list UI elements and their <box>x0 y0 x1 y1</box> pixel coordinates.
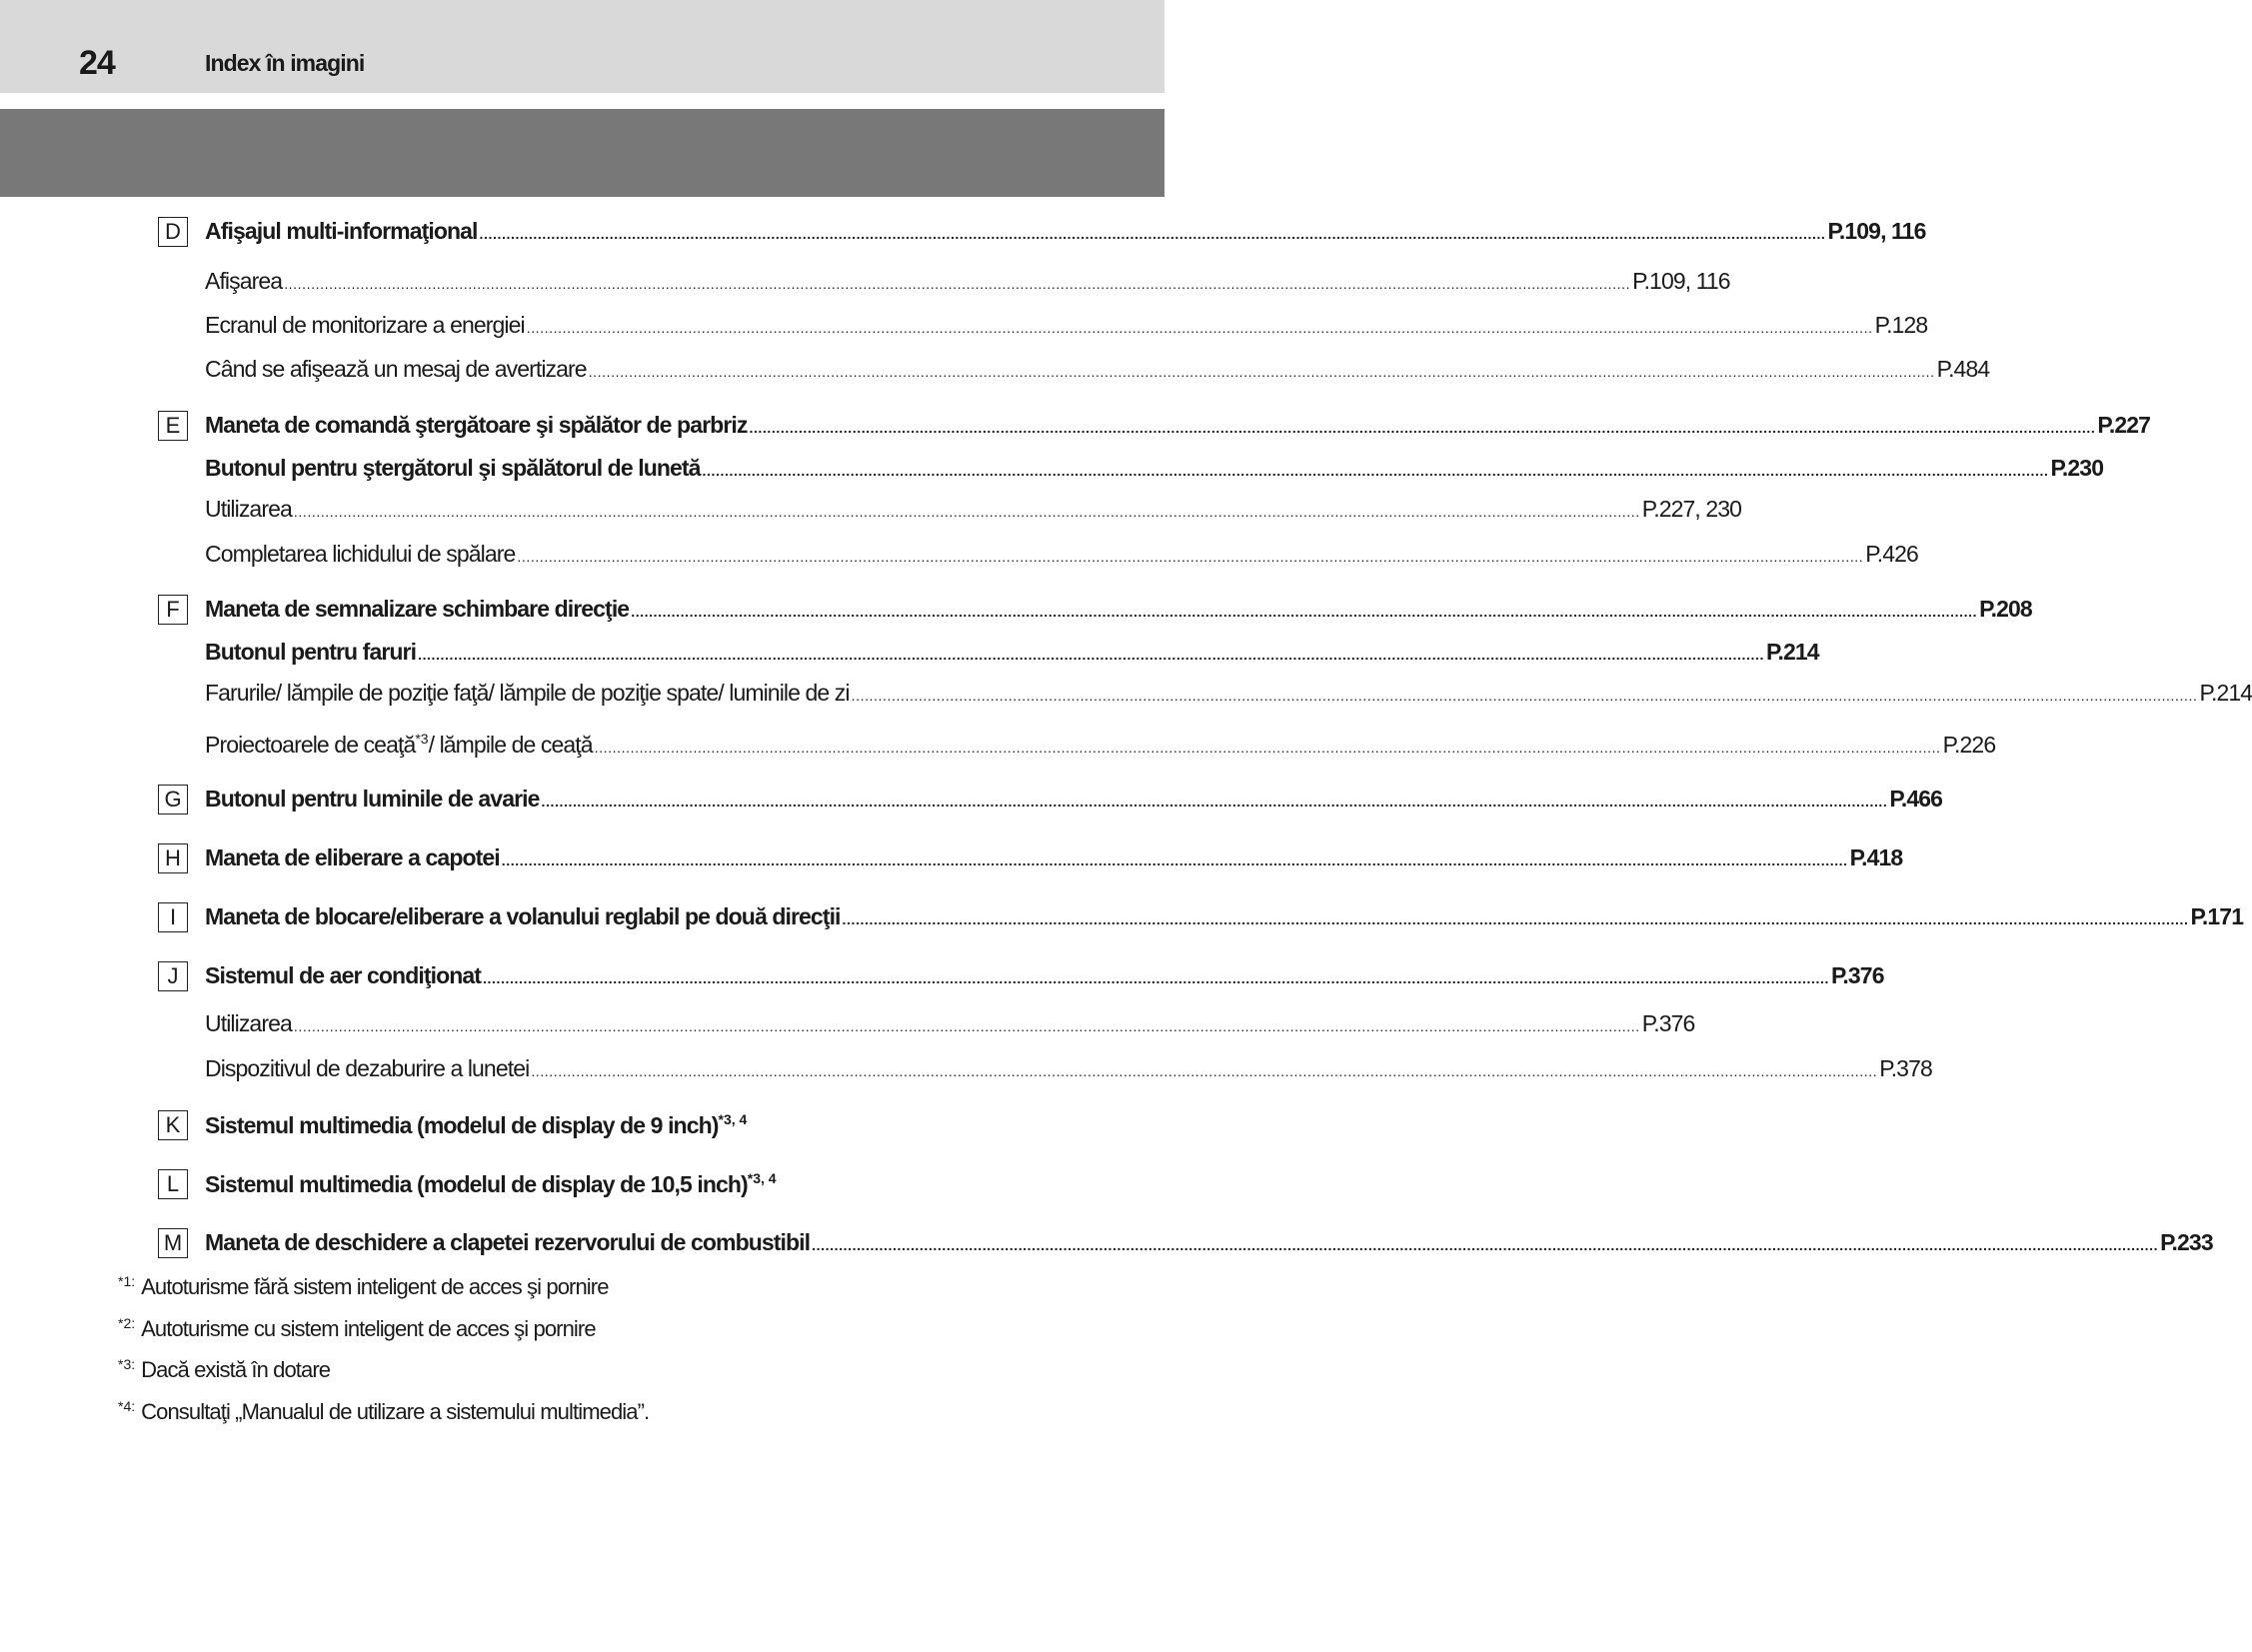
page-reference: P.214 <box>2199 680 2252 706</box>
dot-leader: ............................................................................................................................................................................................................................................................................................................ <box>418 647 1764 663</box>
footnote-mark: *1: <box>118 1273 136 1289</box>
index-entry <box>205 1170 1000 1200</box>
entry-label: Butonul pentru faruri <box>205 639 417 665</box>
footnote <box>118 1273 609 1300</box>
page-reference: P.376 <box>1641 1010 1695 1036</box>
page-reference: P.230 <box>2050 455 2104 481</box>
index-entry <box>205 218 1926 248</box>
page-reference: P.466 <box>1889 786 1943 812</box>
index-entry <box>205 903 2244 933</box>
entry-label: Sistemul de aer condiţionat <box>205 962 482 988</box>
page-reference: P.426 <box>1865 541 1918 567</box>
page-reference: P.484 <box>1936 356 1990 382</box>
dot-leader: ............................................................................................................................................................................................................................................................................................................ <box>541 794 1888 810</box>
dot-leader: ............................................................................................................................................................................................................................................................................................................ <box>842 911 2189 927</box>
page-reference: P.214 <box>1765 639 1819 665</box>
index-entry <box>205 639 1819 669</box>
footnote <box>118 1398 649 1425</box>
index-entry <box>205 541 1918 571</box>
letter-marker-box: G <box>158 785 188 815</box>
page-reference: P.378 <box>1879 1055 1932 1081</box>
letter-marker-box: L <box>158 1169 188 1199</box>
dot-leader: ............................................................................................................................................................................................................................................................................................................ <box>293 504 1640 520</box>
page-header <box>0 0 1164 93</box>
index-entry <box>205 680 2252 710</box>
entry-label: Când se afişează un mesaj de avertizare <box>205 356 587 382</box>
entry-label: Proiectoarele de ceaţă$^{*3}$/ lămpile de ceaţă <box>205 731 593 758</box>
index-entry <box>205 731 1996 761</box>
letter-marker-box: K <box>158 1110 188 1140</box>
letter-marker-box: H <box>158 843 188 873</box>
index-entry <box>205 1055 1932 1085</box>
letter-marker-box: E <box>158 411 188 441</box>
index-entry <box>205 455 2104 485</box>
dot-leader: ............................................................................................................................................................................................................................................................................................................ <box>851 688 2198 704</box>
letter-marker-box: J <box>158 961 188 991</box>
page-reference: P.227, 230 <box>1641 496 1742 522</box>
entry-label: Completarea lichidului de spălare <box>205 541 516 567</box>
footnote <box>118 1315 596 1342</box>
footnote <box>118 1356 330 1383</box>
page-reference: P.109, 116 <box>1632 268 1730 294</box>
page-reference: P.109, 116 <box>1827 218 1926 244</box>
section-title: Index în imagini <box>205 50 365 76</box>
page-reference: P.233 <box>2160 1229 2213 1255</box>
letter-marker-box: D <box>158 217 188 247</box>
index-entry <box>205 268 1730 298</box>
section-band <box>0 109 1164 197</box>
page-reference: P.418 <box>1849 844 1903 870</box>
dot-leader: ............................................................................................................................................................................................................................................................................................................ <box>749 420 2096 436</box>
index-entry <box>205 1229 2213 1259</box>
letter-marker-box: F <box>158 595 188 625</box>
footnote-mark: *4: <box>118 1398 136 1414</box>
footnote-text: Dacă există în dotare <box>141 1357 331 1382</box>
entry-label: Utilizarea <box>205 496 292 522</box>
entry-label: Butonul pentru luminile de avarie <box>205 786 540 812</box>
page-reference: P.376 <box>1830 962 1884 988</box>
footnote-ref: *3 <box>415 731 429 747</box>
dot-leader: ............................................................................................................................................................................................................................................................................................................ <box>526 320 1873 336</box>
footnote-mark: *3: <box>118 1356 136 1372</box>
dot-leader: ............................................................................................................................................................................................................................................................................................................ <box>517 549 1864 565</box>
entry-label: Utilizarea <box>205 1010 292 1036</box>
entry-label: Farurile/ lămpile de poziţie faţă/ lămpile de poziţie spate/ luminile de zi <box>205 680 850 706</box>
dot-leader: ............................................................................................................................................................................................................................................................................................................ <box>702 463 2049 479</box>
entry-label: Sistemul multimedia (modelul de display de 9 inch)$^{*3, 4}$ <box>205 1111 748 1138</box>
dot-leader: ............................................................................................................................................................................................................................................................................................................ <box>631 604 1978 620</box>
entry-label: Maneta de blocare/eliberare a volanului reglabil pe două direcţii <box>205 903 841 929</box>
index-entry <box>205 596 2032 626</box>
footnote-text: Autoturisme cu sistem inteligent de acces şi pornire <box>141 1316 596 1341</box>
letter-marker-box: M <box>158 1228 188 1258</box>
index-entry <box>205 844 1903 874</box>
dot-leader: ............................................................................................................................................................................................................................................................................................................ <box>501 852 1848 868</box>
index-entry <box>205 1010 1695 1040</box>
footnote-text: Autoturisme fără sistem inteligent de acces şi pornire <box>141 1274 609 1299</box>
dot-leader: ............................................................................................................................................................................................................................................................................................................ <box>479 226 1826 242</box>
index-entry <box>205 786 1943 816</box>
entry-label: Dispozitivul de dezaburire a lunetei <box>205 1055 530 1081</box>
page-reference: P.128 <box>1874 312 1928 338</box>
index-entry <box>205 412 2151 442</box>
entry-label: Maneta de semnalizare schimbare direcţie <box>205 596 630 622</box>
page-reference: P.208 <box>1979 596 2032 622</box>
index-entry <box>205 312 1928 342</box>
dot-leader: ............................................................................................................................................................................................................................................................................................................ <box>588 364 1935 380</box>
entry-label: Afişarea <box>205 268 283 294</box>
page-reference: P.227 <box>2097 412 2151 438</box>
index-entry <box>205 496 1742 526</box>
entry-label: Afişajul multi-informaţional <box>205 218 478 244</box>
dot-leader: ............................................................................................................................................................................................................................................................................................................ <box>594 740 1941 756</box>
page-reference: P.171 <box>2190 903 2244 929</box>
entry-label: Sistemul multimedia (modelul de display de 10,5 inch)$^{*3, 4}$ <box>205 1170 777 1197</box>
dot-leader: ............................................................................................................................................................................................................................................................................................................ <box>293 1018 1640 1034</box>
footnote-ref: *3, 4 <box>747 1170 777 1186</box>
entry-label: Maneta de comandă ştergătoare şi spălător de parbriz <box>205 412 748 438</box>
letter-marker-box: I <box>158 902 188 932</box>
index-entry <box>205 962 1884 992</box>
dot-leader: ............................................................................................................................................................................................................................................................................................................ <box>531 1063 1878 1079</box>
index-entry <box>205 356 1990 386</box>
footnote-text: Consultaţi „Manualul de utilizare a sistemului multimedia”. <box>141 1399 650 1424</box>
footnote-mark: *2: <box>118 1315 136 1331</box>
dot-leader: ............................................................................................................................................................................................................................................................................................................ <box>284 276 1631 292</box>
entry-label: Maneta de deschidere a clapetei rezervorului de combustibil <box>205 1229 811 1255</box>
entry-label: Ecranul de monitorizare a energiei <box>205 312 525 338</box>
entry-label: Butonul pentru ştergătorul şi spălătorul de lunetă <box>205 455 701 481</box>
index-entry <box>205 1111 1000 1141</box>
dot-leader: ............................................................................................................................................................................................................................................................................................................ <box>812 1237 2159 1253</box>
entry-label: Maneta de eliberare a capotei <box>205 844 500 870</box>
dot-leader: ............................................................................................................................................................................................................................................................................................................ <box>483 970 1829 986</box>
footnote-ref: *3, 4 <box>718 1111 748 1127</box>
page-reference: P.226 <box>1942 732 1996 758</box>
page-number: 24 <box>79 44 115 82</box>
